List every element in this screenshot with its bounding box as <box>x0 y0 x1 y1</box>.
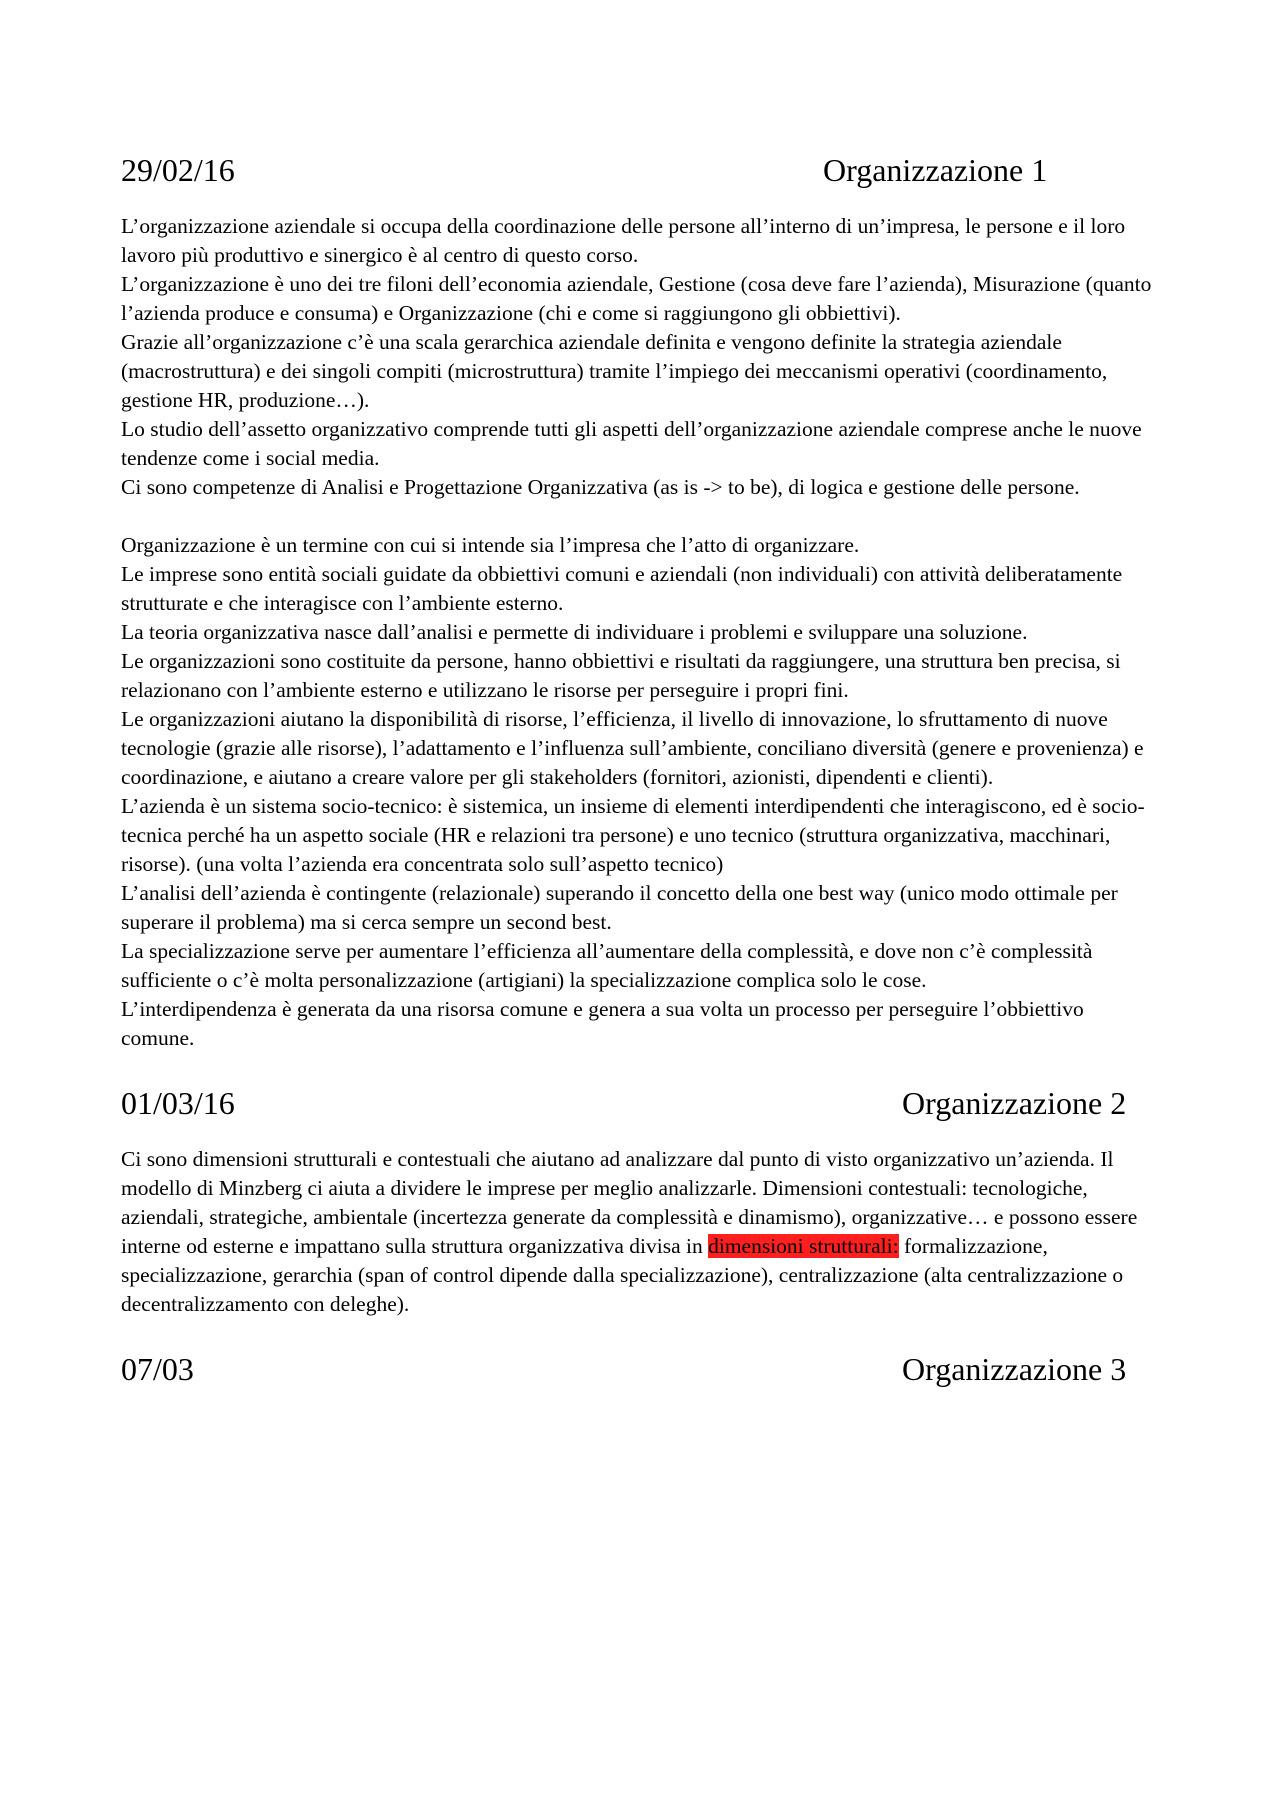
section-date: 07/03 <box>121 1351 194 1387</box>
section-title: Organizzazione 3 <box>902 1351 1127 1387</box>
paragraph: Grazie all’organizzazione c’è una scala gerarchica aziendale definita e vengono definite la strategia aziendale (macrostruttura) e dei singoli compiti (microstruttura) tramite l’impiego dei meccanismi operativi (coordinamento, gestione HR, produzione…). <box>121 330 1108 412</box>
paragraph <box>121 1145 1161 1319</box>
document-page <box>121 148 1161 1391</box>
section-date: 01/03/16 <box>121 1085 235 1121</box>
highlighted-text: dimensioni strutturali: <box>708 1234 899 1258</box>
section-header <box>121 1081 1161 1125</box>
section-title: Organizzazione 2 <box>902 1085 1127 1121</box>
section-date: 29/02/16 <box>121 152 235 188</box>
paragraph-text: formalizzazione, specializzazione, gerarchia (span of control dipende dalla specializzazione), centralizzazione (alta centralizzazione o decentralizzamento con deleghe). <box>121 1234 1124 1316</box>
paragraph: L’organizzazione aziendale si occupa della coordinazione delle persone all’interno di un’impresa, le persone e il loro lavoro più produttivo e sinergico è al centro di questo corso. <box>121 214 1126 267</box>
paragraph: La teoria organizzativa nasce dall’analisi e permette di individuare i problemi e sviluppare una soluzione. <box>121 620 1028 644</box>
paragraph: Ci sono competenze di Analisi e Progettazione Organizzativa (as is -> to be), di logica e gestione delle persone. <box>121 475 1080 499</box>
paragraph-text: Ci sono dimensioni strutturali e contestuali che aiutano ad analizzare dal punto di visto organizzativo un’azienda. Il modello di Minzberg ci aiuta a dividere le imprese per meglio analizzarle. Dimensioni contestuali: tecnologiche, aziendali, strategiche, ambientale (incertezza generate da complessità e dinamismo), organizzative… e possono essere interne od esterne e impattano sulla struttura organizzativa divisa in <box>121 1147 1138 1258</box>
section-body <box>121 1145 1161 1319</box>
paragraph: Le imprese sono entità sociali guidate da obbiettivi comuni e aziendali (non individuali) con attività deliberatamente strutturate e che interagisce con l’ambiente esterno. <box>121 562 1123 615</box>
paragraph: L’azienda è un sistema socio-tecnico: è sistemica, un insieme di elementi interdipendenti che interagiscono, ed è socio-tecnica perché ha un aspetto sociale (HR e relazioni tra persone) e uno tecnico (struttura organizzativa, macchinari, risorse). (una volta l’azienda era concentrata solo sull’aspetto tecnico) <box>121 794 1145 876</box>
paragraph: Le organizzazioni sono costituite da persone, hanno obbiettivi e risultati da raggiungere, una struttura ben precisa, si relazionano con l’ambiente esterno e utilizzano le risorse per perseguire i propri fini. <box>121 649 1121 702</box>
section-header <box>121 1347 1161 1391</box>
paragraph: L’analisi dell’azienda è contingente (relazionale) superando il concetto della one best way (unico modo ottimale per superare il problema) ma si cerca sempre un second best. <box>121 881 1118 934</box>
paragraph: Lo studio dell’assetto organizzativo comprende tutti gli aspetti dell’organizzazione aziendale comprese anche le nuove tendenze come i social media. <box>121 417 1142 470</box>
paragraph: L’organizzazione è uno dei tre filoni dell’economia aziendale, Gestione (cosa deve fare l’azienda), Misurazione (quanto l’azienda produce e consuma) e Organizzazione (chi e come si raggiungono gli obbiettivi). <box>121 272 1152 325</box>
paragraph: La specializzazione serve per aumentare l’efficienza all’aumentare della complessità, e dove non c’è complessità sufficiente o c’è molta personalizzazione (artigiani) la specializzazione complica solo le cose. <box>121 939 1093 992</box>
paragraph: Le organizzazioni aiutano la disponibilità di risorse, l’efficienza, il livello di innovazione, lo sfruttamento di nuove tecnologie (grazie alle risorse), l’adattamento e l’influenza sull’ambiente, conciliano diversità (genere e provenienza) e coordinazione, e aiutano a creare valore per gli stakeholders (fornitori, azionisti, dipendenti e clienti). <box>121 707 1144 789</box>
section-body <box>121 212 1161 1053</box>
paragraph: Organizzazione è un termine con cui si intende sia l’impresa che l’atto di organizzare. <box>121 533 860 557</box>
paragraph: L’interdipendenza è generata da una risorsa comune e genera a sua volta un processo per perseguire l’obbiettivo comune. <box>121 997 1084 1050</box>
section-header <box>121 148 1161 192</box>
section-title: Organizzazione 1 <box>823 152 1048 188</box>
